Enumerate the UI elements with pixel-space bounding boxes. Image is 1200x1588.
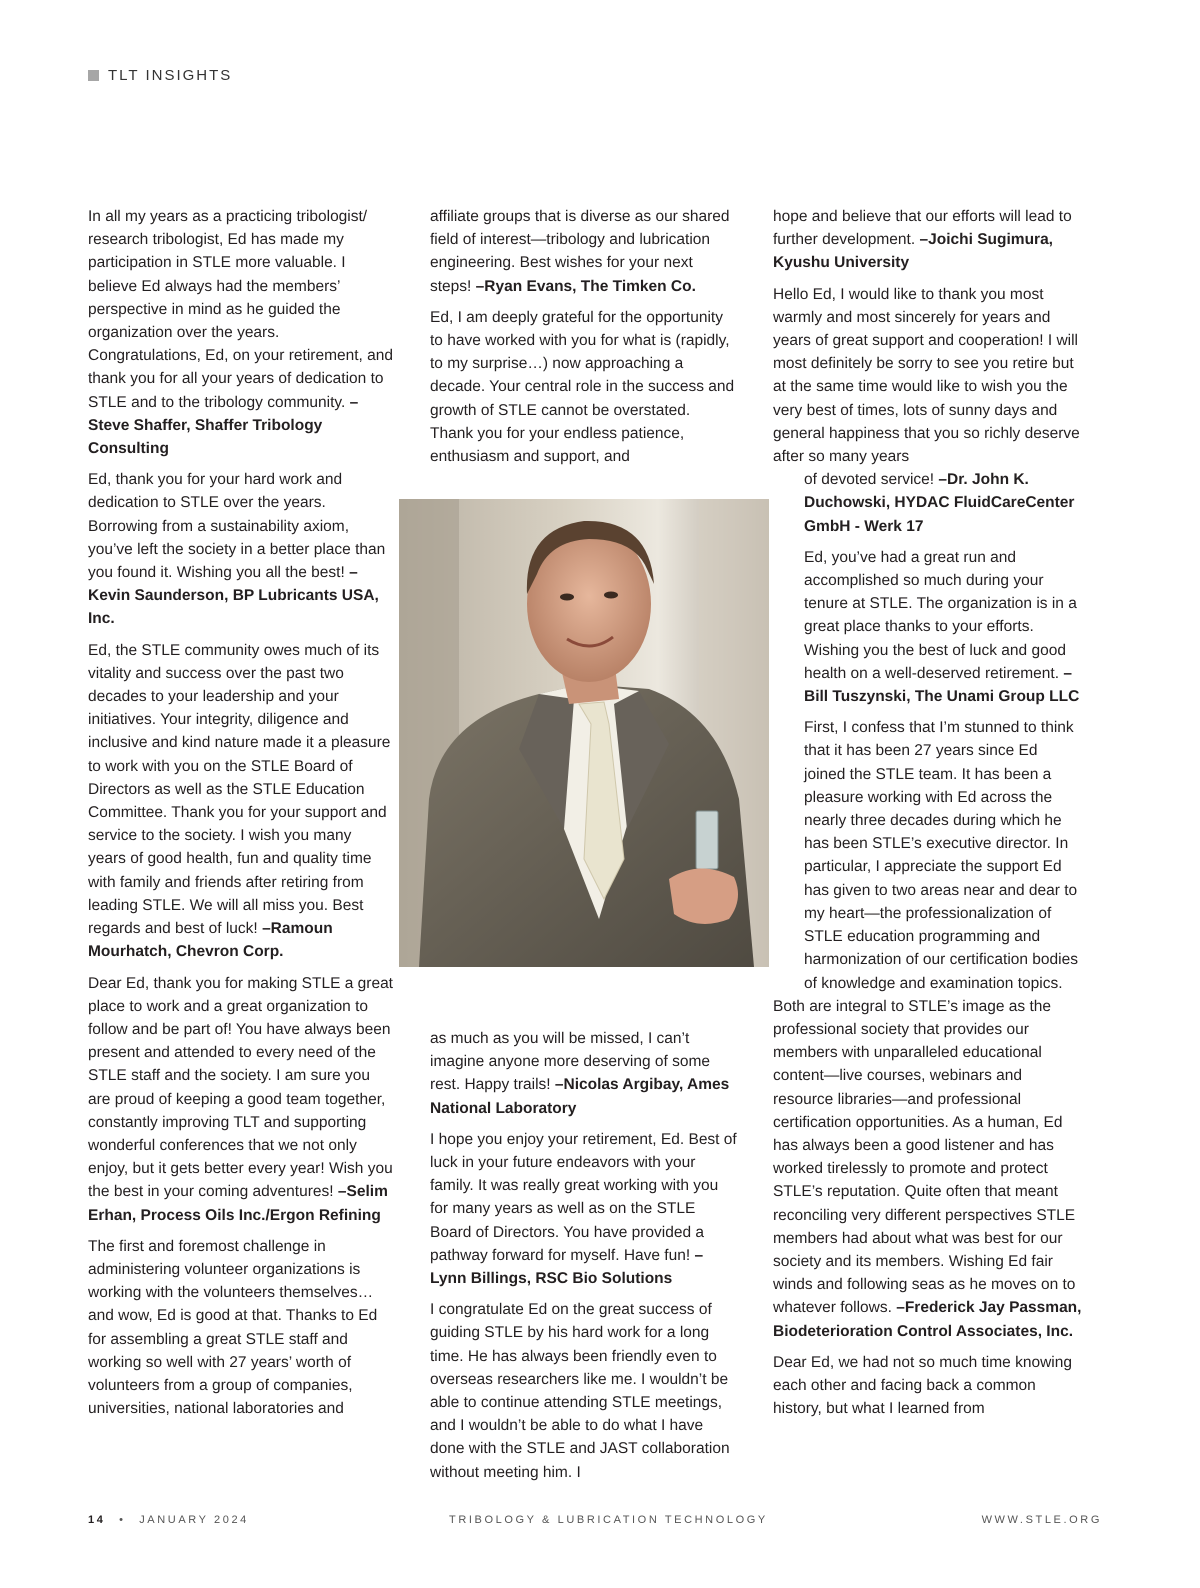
tribute-text: Both are integral to STLE’s image as the professional society that provides our members with unparalleled educational content—live courses, webinars and resource libraries—and professional certification opportunities. As a human, Ed has always been a good listener and has worked tirelessly to promote and protect STLE’s reputation. Quite often that meant reconciling very different perspectives STLE members had about what was best for our society and its members. Wishing Ed fair winds and following seas as he moves on to whatever follows. xyxy=(773,997,1076,1317)
tribute-billings xyxy=(430,1128,738,1290)
tribute-text: hope and believe that our efforts will lead to further development. xyxy=(773,208,1072,249)
tribute-argibay xyxy=(430,1027,738,1120)
name-badge xyxy=(696,811,718,869)
tribute-shaffer xyxy=(88,205,393,460)
tribute-text: The first and foremost challenge in administering volunteer organizations is working with the volunteers themselves… and wow, Ed is good at that. Thanks to Ed for assembling a great STLE staff and working so well with 27 years’ worth of volunteers from a group of companies, universities, national laboratories and xyxy=(88,1237,378,1418)
tribute-saunderson xyxy=(88,468,393,630)
column-3 xyxy=(773,205,1083,1428)
tribute-text: I hope you enjoy your retirement, Ed. Best of luck in your future endeavors with your family. It was really great working with you for many years as well as on the STLE Board of Directors. You have provided a pathway forward for myself. Have fun! xyxy=(430,1130,737,1264)
tribute-duchowski-end xyxy=(804,468,1083,538)
hand xyxy=(669,868,738,923)
tribute-signature: –Nicolas Argibay, Ames National Laboratory xyxy=(430,1076,730,1117)
tribute-signature: –Bill Tuszynski, The Unami Group LLC xyxy=(804,664,1080,706)
tribute-passman-end xyxy=(773,995,1083,1343)
tribute-text: First, I confess that I’m stunned to think that it has been 27 years since Ed joined the STLE team. It has been a pleasure working with Ed across the nearly three decades during which he has been STLE’s executive director. In particular, I appreciate the support Ed has given to two areas near and dear to my heart—the professionalization of STLE education programming and harmonization of our certification bodies of knowledge and examination topics. xyxy=(804,719,1078,992)
tribute-signature: –Lynn Billings, RSC Bio Solutions xyxy=(430,1246,704,1288)
tribute-text: Ed, I am deeply grateful for the opportunity to have worked with you for what is (rapidly, to my surprise…) now approaching a decade. Your central role in the success and growth of STLE cannot be overstated. Thank you for your endless patience, enthusiasm and support, and xyxy=(430,308,735,466)
section-marker-icon xyxy=(88,70,99,81)
tribute-text: as much as you will be missed, I can’t imagine anyone more deserving of some rest. Happy trails! xyxy=(430,1030,711,1094)
column-2-top xyxy=(430,205,735,476)
section-title: TLT INSIGHTS xyxy=(108,66,233,84)
tribute-signature: –Ryan Evans, The Timken Co. xyxy=(475,277,696,295)
indented-block xyxy=(773,468,1083,994)
tribute-text: Ed, thank you for your hard work and dedication to STLE over the years. Borrowing from a sustainability axiom, you’ve left the society in a better place than you found it. Wishing you all the best! xyxy=(88,471,386,582)
page-number: 14 xyxy=(88,1514,106,1526)
tribute-signature: –Steve Shaffer, Shaffer Tribology Consulting xyxy=(88,393,359,458)
tribute-signature: –Kevin Saunderson, BP Lubricants USA, Inc. xyxy=(88,564,379,628)
tribute-erhan xyxy=(88,972,393,1227)
tribute-text: Ed, you’ve had a great run and accomplished so much during your tenure at STLE. The organization is in a great place thanks to your efforts. Wishing you the best of luck and good health on a well-deserved retirement. xyxy=(804,548,1077,682)
tribute-text: I congratulate Ed on the great success of guiding STLE by his hard work for a long time. He has always been friendly even to overseas researchers like me. I wouldn’t be able to continue attending STLE meetings, and I wouldn’t be able to do what I have done with the STLE and JAST collaboration without meeting him. I xyxy=(430,1301,730,1481)
publication-name: TRIBOLOGY & LUBRICATION TECHNOLOGY xyxy=(449,1514,768,1526)
footer-left xyxy=(88,1514,249,1530)
tribute-sugimura-start xyxy=(430,1298,738,1484)
tribute-text: affiliate groups that is diverse as our shared field of interest—tribology and lubrication engineering. Best wishes for your next steps! xyxy=(430,208,730,295)
tribute-text: Hello Ed, I would like to thank you most warmly and most sincerely for years and years of great support and cooperation! I will most definitely be sorry to see you retire but at the same time would like to wish you the very best of times, lots of sunny days and general happiness that you so richly deserve after so many years xyxy=(773,285,1080,466)
section-header xyxy=(88,66,232,84)
tribute-signature: –Joichi Sugimura, Kyushu University xyxy=(773,231,1053,272)
column-1 xyxy=(88,205,393,1428)
tribute-mourhatch xyxy=(88,639,393,964)
tribute-sugimura xyxy=(773,205,1083,275)
column-2-bottom xyxy=(430,1027,738,1492)
tribute-signature: –Selim Erhan, Process Oils Inc./Ergon Refining xyxy=(88,1183,388,1224)
tribute-text: In all my years as a practicing tribologist/ research tribologist, Ed has made my participation in STLE more valuable. I believe Ed always had the members’ perspective in mind as he guided the organization over the years. Congratulations, Ed, on your retirement, and thank you for all your years of dedication to STLE and to the tribology community. xyxy=(88,208,394,411)
tribute-signature: –Ramoun Mourhatch, Chevron Corp. xyxy=(88,920,333,961)
tribute-signature: –Frederick Jay Passman, Biodeterioration Control Associates, Inc. xyxy=(773,1299,1082,1340)
tribute-tuszynski xyxy=(804,546,1083,708)
tribute-text: of devoted service! xyxy=(804,471,935,489)
tribute-text: Ed, the STLE community owes much of its vitality and success over the past two decades to your leadership and your initiatives. Your integrity, diligence and inclusive and kind nature made it a pleasure to work with you on the STLE Board of Directors as well as the STLE Education Committee. Thank you for your support and service to the society. I wish you many years of good health, fun and quality time with family and friends after retiring from leading STLE. We will all miss you. Best regards and best of luck! xyxy=(88,641,391,938)
tribute-evans-start xyxy=(88,1235,393,1421)
portrait-illustration xyxy=(399,499,769,967)
tribute-next-start xyxy=(773,1351,1083,1421)
tribute-evans xyxy=(430,205,735,298)
website-link[interactable]: WWW.STLE.ORG xyxy=(981,1514,1102,1526)
issue-date: JANUARY 2024 xyxy=(139,1514,249,1526)
tribute-signature: –Dr. John K. Duchowski, HYDAC FluidCareCenter GmbH - Werk 17 xyxy=(804,471,1075,535)
footer-separator: • xyxy=(119,1514,126,1526)
tribute-text: Dear Ed, we had not so much time knowing each other and facing back a common history, but what I learned from xyxy=(773,1353,1072,1418)
tribute-passman xyxy=(804,716,1083,994)
tribute-duchowski xyxy=(773,283,1083,469)
portrait-photo xyxy=(399,499,769,967)
tribute-text: Dear Ed, thank you for making STLE a great place to work and a great organization to follow and be part of! You have always been present and attended to every need of the STLE staff and the society. I am sure you are proud of keeping a good team together, constantly improving TLT and supporting wonderful conferences that we not only enjoy, but it gets better every year! Wish you the best in your coming adventures! xyxy=(88,974,393,1201)
tribute-argibay-start xyxy=(430,306,735,468)
